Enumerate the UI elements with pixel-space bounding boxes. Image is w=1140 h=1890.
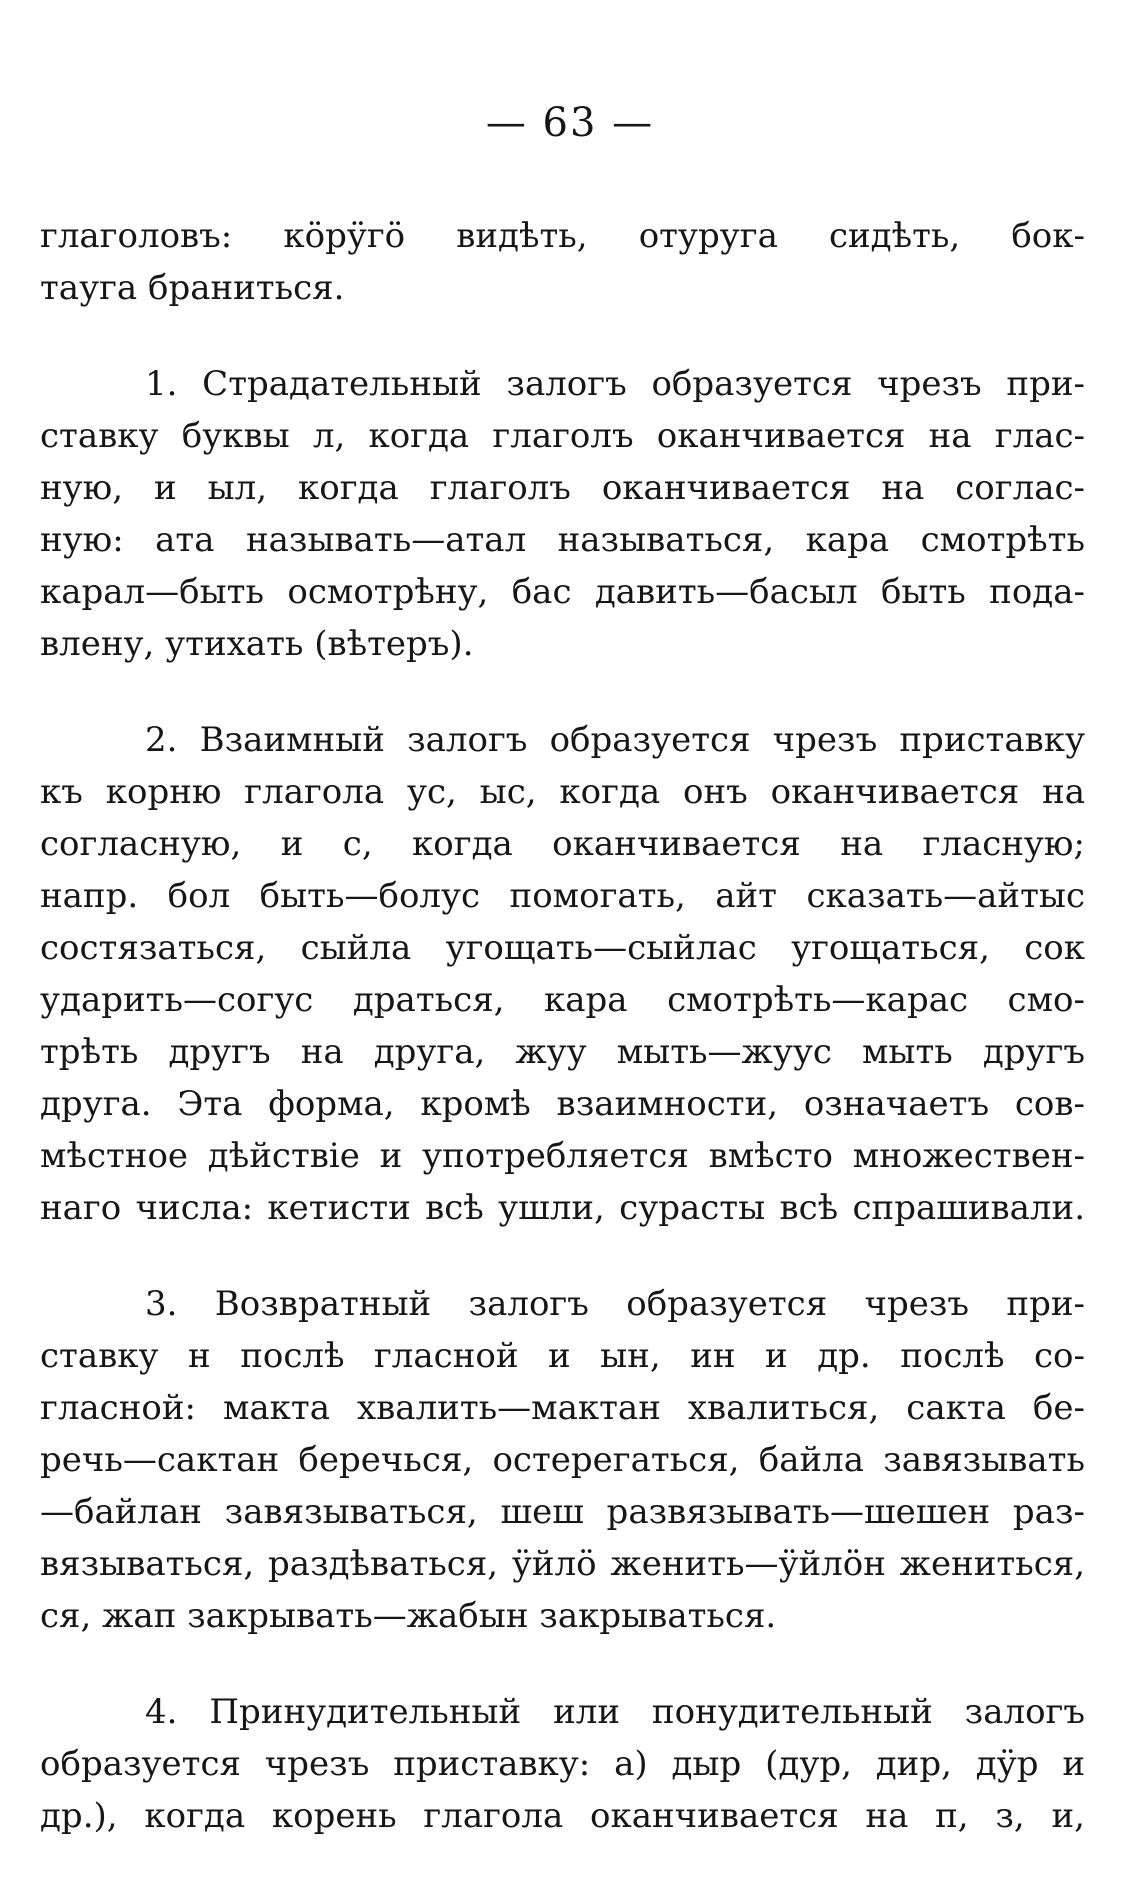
paragraph-gap (40, 1234, 1085, 1278)
text-line: гласной: макта хвалить—мактан хвалиться, сакта бе- (40, 1388, 1085, 1428)
text-line: карал—быть осмотрѣну, бас давить—басыл быть пода- (40, 572, 1085, 612)
text-line: согласную, и с, когда оканчивается на гласную; (40, 824, 1085, 864)
text-line: ставку н послѣ гласной и ын, ин и др. послѣ со- (40, 1336, 1085, 1376)
text-line: вязываться, раздѣваться, ӱйлӧ женить—ӱйлӧн жениться, (40, 1544, 1085, 1584)
text-line: др.), когда корень глагола оканчивается на п, з, и, (40, 1796, 1085, 1836)
page-number: — 63 — (485, 100, 655, 146)
page-text (40, 210, 1085, 1842)
text-line: речь—сактан беречься, остерегаться, байла завязывать (40, 1440, 1085, 1480)
text-line: наго числа: кетисти всѣ ушли, сурасты всѣ спрашивали. (40, 1188, 1085, 1228)
text-line: влену, утихать (вѣтеръ). (40, 624, 474, 664)
text-line: друга. Эта форма, кромѣ взаимности, означаетъ сов- (40, 1084, 1085, 1124)
text-line: напр. бол быть—болус помогать, айт сказать—айтыс (40, 876, 1085, 916)
text-line: трѣть другъ на друга, жуу мыть—жуус мыть другъ (40, 1032, 1085, 1072)
paragraph-gap (40, 670, 1085, 714)
paragraph-gap (40, 1642, 1085, 1686)
paragraph-gap (40, 314, 1085, 358)
text-line: состязаться, сыйла угощать—сыйлас угощаться, сок (40, 928, 1085, 968)
text-line: ставку буквы л, когда глаголъ оканчивается на глас- (40, 416, 1085, 456)
text-line: образуется чрезъ приставку: а) дыр (дур, дир, дӱр и (40, 1744, 1085, 1784)
paragraph-causative-voice (40, 1686, 1085, 1842)
text-line: 2. Взаимный залогъ образуется чрезъ приставку (145, 720, 1085, 760)
text-line: 4. Принудительный или понудительный залогъ (145, 1692, 1085, 1732)
text-line: къ корню глагола ус, ыс, когда онъ оканчивается на (40, 772, 1085, 812)
text-line: —байлан завязываться, шеш развязывать—шешен раз- (40, 1492, 1085, 1532)
text-line: ную: ата называть—атал называться, кара смотрѣть (40, 520, 1085, 560)
text-line: ную, и ыл, когда глаголъ оканчивается на соглас- (40, 468, 1085, 508)
text-line: ся, жап закрывать—жабын закрываться. (40, 1596, 777, 1636)
text-line: 3. Возвратный залогъ образуется чрезъ при- (145, 1284, 1085, 1324)
paragraph-reflexive-voice (40, 1278, 1085, 1642)
paragraph-reciprocal-voice (40, 714, 1085, 1234)
text-line: глаголовъ: кӧрӱгӧ видѣть, отуруга сидѣть, бок- (40, 216, 1085, 256)
text-line: 1. Страдательный залогъ образуется чрезъ при- (145, 364, 1085, 404)
text-line: ударить—согус драться, кара смотрѣть—карас смо- (40, 980, 1085, 1020)
paragraph-passive-voice (40, 358, 1085, 670)
text-line: тауга браниться. (40, 268, 345, 308)
text-line: мѣстное дѣйствіе и употребляется вмѣсто множествен- (40, 1136, 1085, 1176)
intro-paragraph (40, 210, 1085, 314)
